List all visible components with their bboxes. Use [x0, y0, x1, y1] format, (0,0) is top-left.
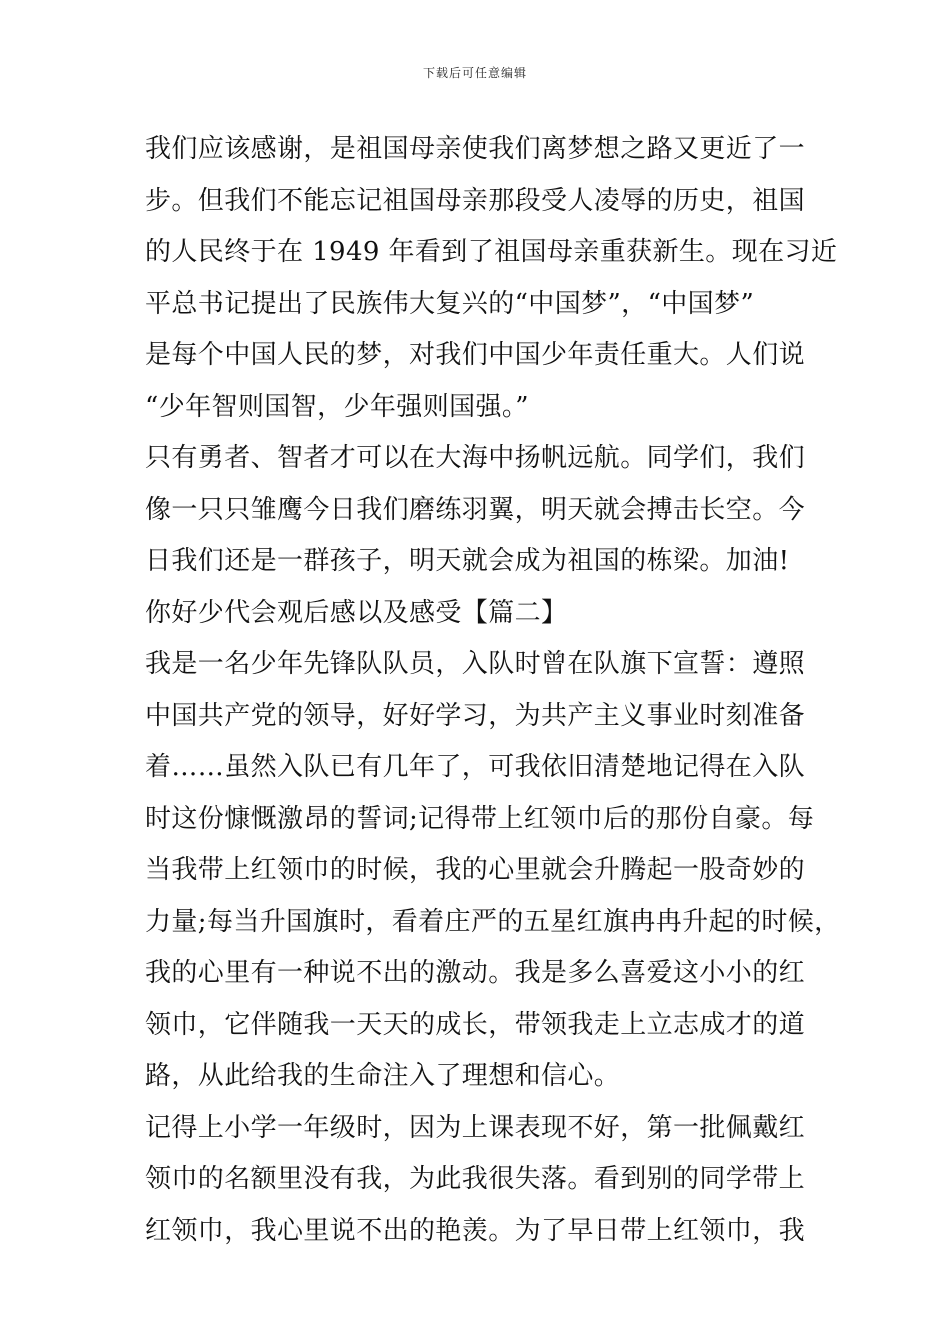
text-line: 像一只只雏鹰今日我们磨练羽翼，明天就会搏击长空。今 [145, 494, 806, 525]
text-line: 领巾，它伴随我一天天的成长，带领我走上立志成才的道 [145, 1009, 806, 1040]
text-line: 的人民终于在 1949 年看到了祖国母亲重获新生。现在习近 [145, 237, 838, 267]
text-line: 中国共产党的领导，好好学习，为共产主义事业时刻准备 [145, 700, 806, 731]
text-line: 步。但我们不能忘记祖国母亲那段受人凌辱的历史，祖国 [145, 185, 806, 216]
text-line: 领巾的名额里没有我，为此我很失落。看到别的同学带上 [145, 1164, 806, 1194]
text-line: 只有勇者、智者才可以在大海中扬帆远航。同学们，我们 [145, 443, 806, 473]
page-header: 下载后可任意编辑 [422, 66, 527, 80]
text-line: 记得上小学一年级时，因为上课表现不好，第一批佩戴红 [145, 1112, 806, 1143]
text-line: 是每个中国人民的梦，对我们中国少年责任重大。人们说 [145, 340, 806, 370]
text-line: “少年智则国智，少年强则国强。” [145, 391, 529, 422]
text-line: 时这份慷慨激昂的誓词;记得带上红领巾后的那份自豪。每 [145, 803, 815, 834]
text-line: 着……虽然入队已有几年了，可我依旧清楚地记得在入队 [145, 752, 806, 782]
text-line: 我们应该感谢，是祖国母亲使我们离梦想之路又更近了一 [145, 134, 806, 164]
text-line: 平总书记提出了民族伟大复兴的“中国梦”，“中国梦” [145, 288, 755, 319]
text-line: 日我们还是一群孩子，明天就会成为祖国的栋梁。加油! [145, 546, 790, 576]
section-heading: 你好少代会观后感以及感受【篇二】 [145, 597, 568, 628]
text-line: 路，从此给我的生命注入了理想和信心。 [145, 1061, 621, 1091]
text-line: 红领巾，我心里说不出的艳羡。为了早日带上红领巾，我 [145, 1215, 806, 1246]
text-line: 我是一名少年先锋队队员，入队时曾在队旗下宣誓：遵照 [145, 649, 806, 679]
text-line: 力量;每当升国旗时，看着庄严的五星红旗冉冉升起的时候， [145, 906, 841, 937]
text-line: 我的心里有一种说不出的激动。我是多么喜爱这小小的红 [145, 958, 806, 988]
text-line: 当我带上红领巾的时候，我的心里就会升腾起一股奇妙的 [145, 855, 806, 885]
document-body [145, 124, 841, 1257]
